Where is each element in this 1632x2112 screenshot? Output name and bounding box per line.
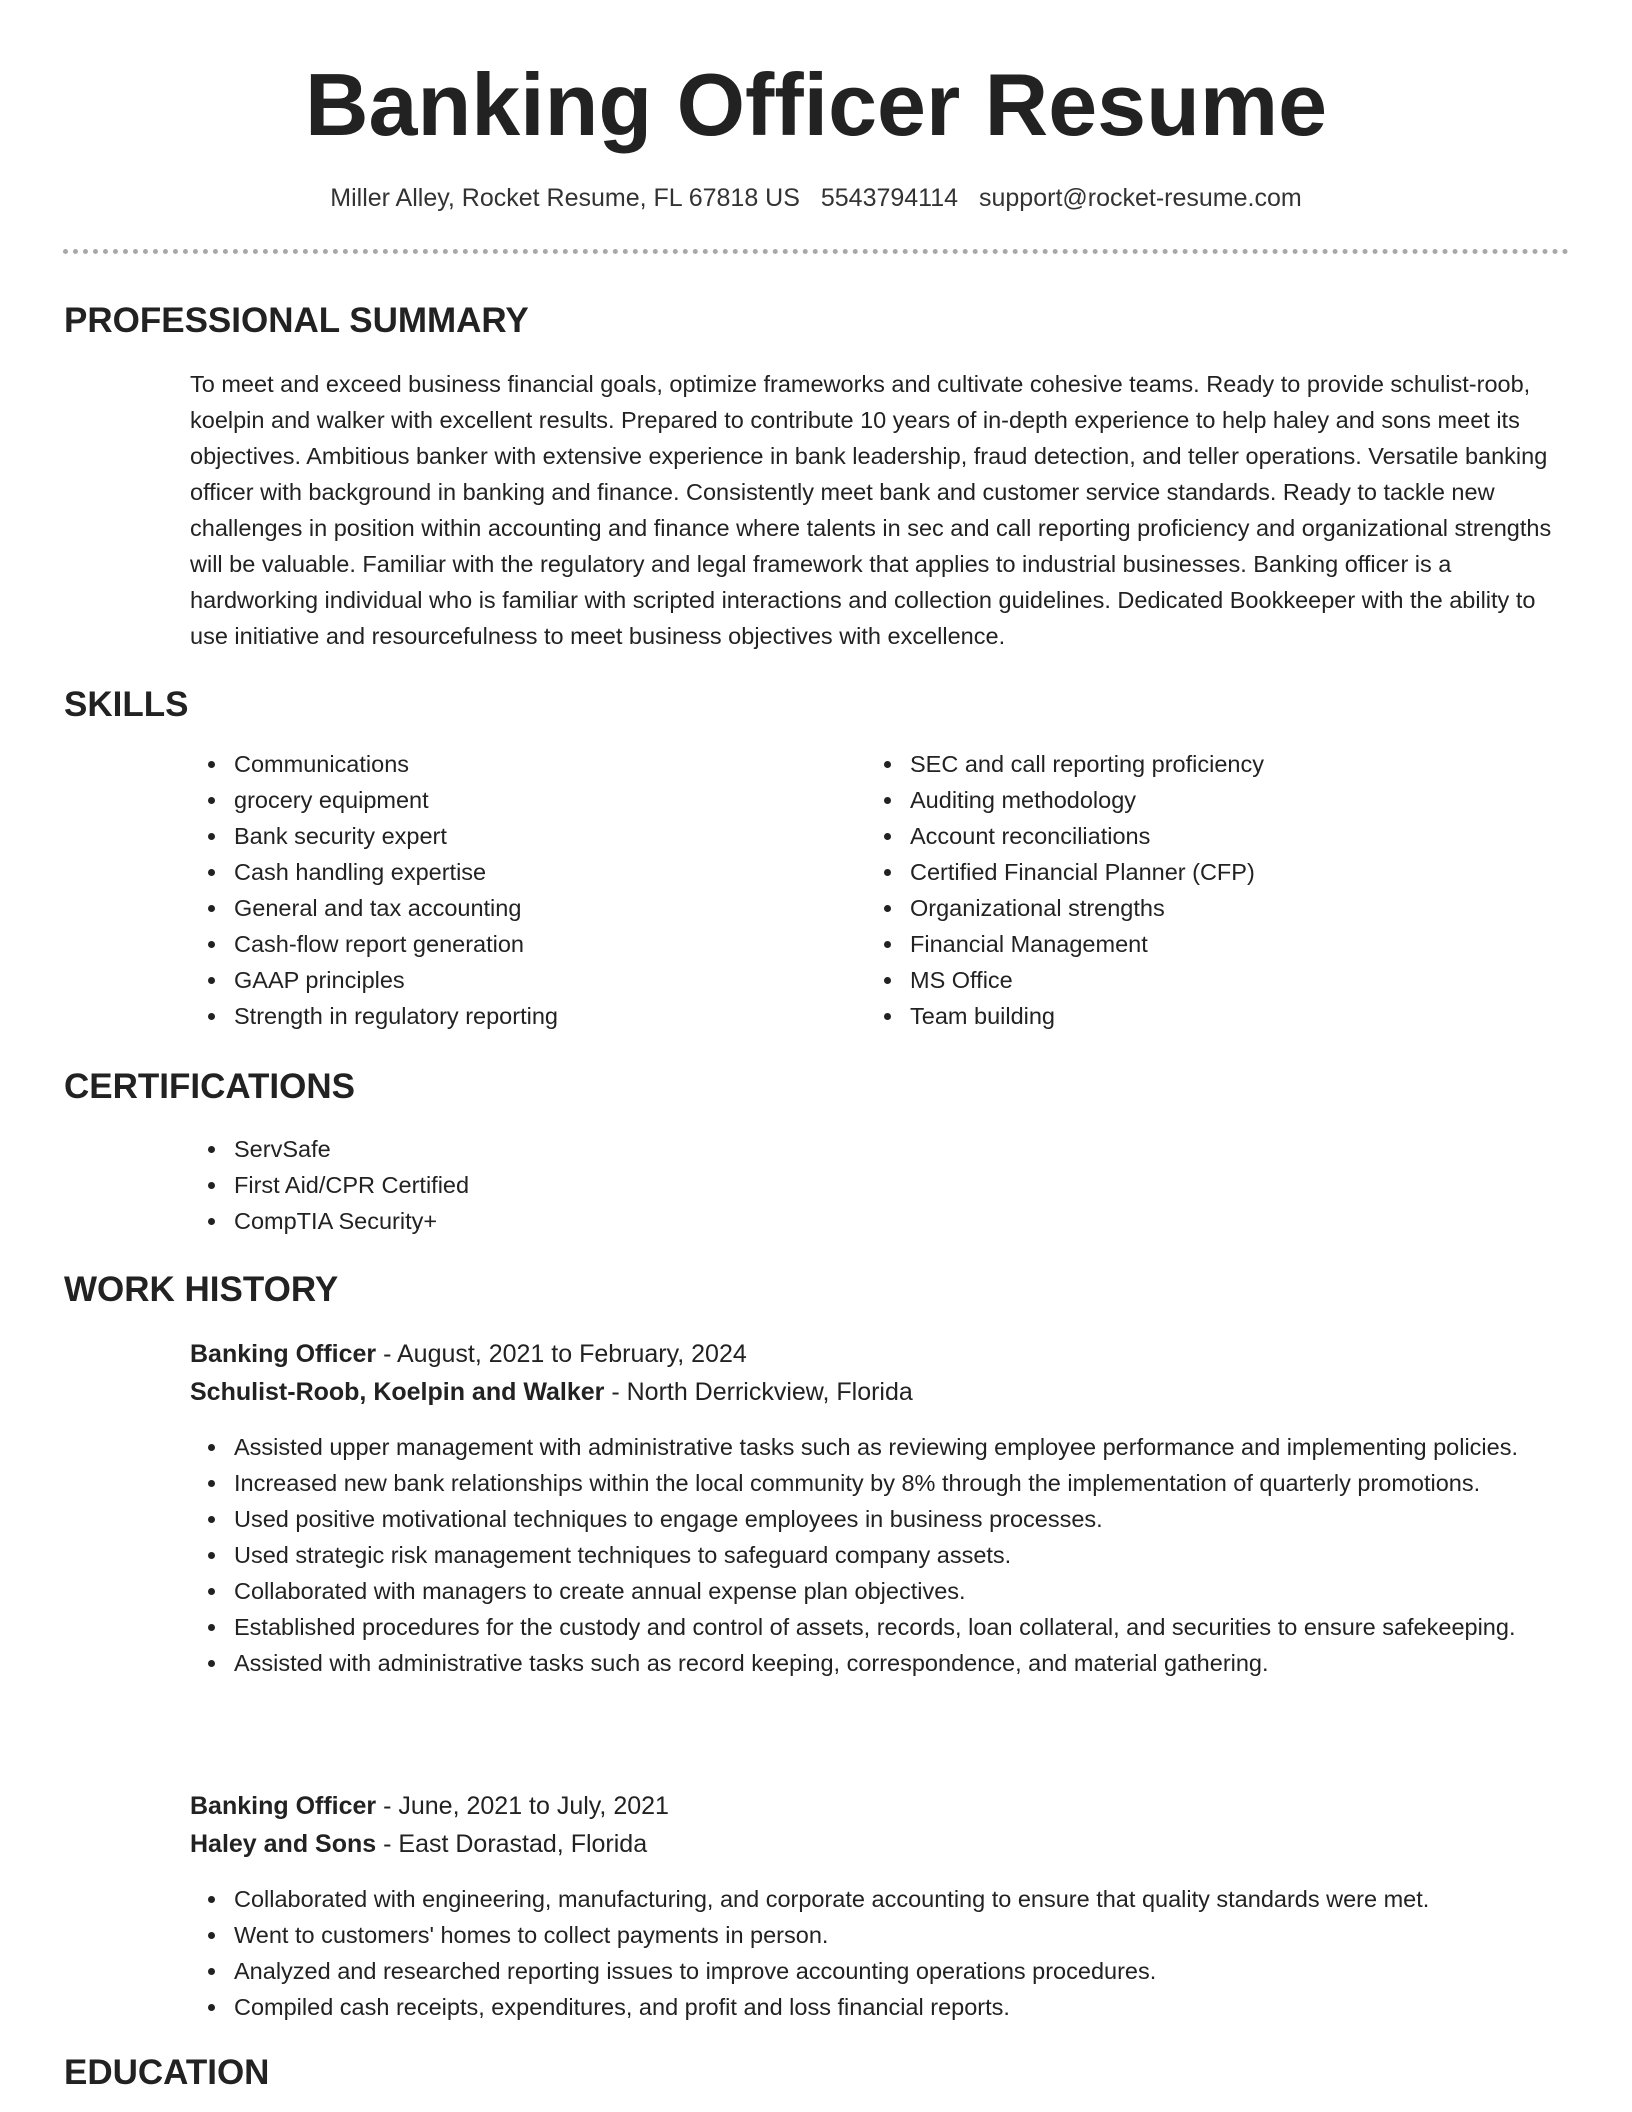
skill-item: Bank security expert xyxy=(234,818,854,854)
skill-item: Cash handling expertise xyxy=(234,854,854,890)
job-bullet: Increased new bank relationships within the local community by 8% through the implementation of quarterly promotions. xyxy=(234,1465,1614,1501)
job-company: Haley and Sons xyxy=(190,1830,377,1858)
job-bullet: Collaborated with engineering, manufacturing, and corporate accounting to ensure that quality standards were met. xyxy=(234,1881,1614,1917)
skill-item: grocery equipment xyxy=(234,782,854,818)
job-bullet: Established procedures for the custody and control of assets, records, loan collateral, and securities to ensure safekeeping. xyxy=(234,1609,1614,1645)
job-2-company-line xyxy=(190,1826,647,1862)
skill-item: General and tax accounting xyxy=(234,890,854,926)
resume-title: Banking Officer Resume xyxy=(304,55,1328,154)
contact-phone: 5543794114 xyxy=(820,184,959,212)
job-bullet: Collaborated with managers to create annual expense plan objectives. xyxy=(234,1573,1614,1609)
skill-item: SEC and call reporting proficiency xyxy=(910,746,1570,782)
contact-email: support@rocket-resume.com xyxy=(979,184,1302,212)
certifications-list xyxy=(190,1131,1034,1239)
job-bullet: Used strategic risk management techniques to safeguard company assets. xyxy=(234,1537,1614,1573)
header-divider xyxy=(63,249,1569,254)
job-2-bullets xyxy=(190,1881,1614,2025)
job-1-bullets xyxy=(190,1429,1614,1681)
job-2-title-line xyxy=(190,1788,669,1824)
skill-item: Account reconciliations xyxy=(910,818,1570,854)
job-1-company-line xyxy=(190,1374,913,1410)
work-history-heading: WORK HISTORY xyxy=(64,1270,339,1309)
summary-text: To meet and exceed business financial goals, optimize frameworks and cultivate cohesive teams. Ready to provide schulist-roob, koelpin and walker with excellent results. Prepared to contribute 10 years of in-depth experience to help haley and sons meet its objectives. Ambitious banker with extensive experience in bank leadership, fraud detection, and teller operations. Versatile banking officer with background in banking and finance. Consistently meet bank and customer service standards. Ready to tackle new challenges in position within accounting and finance where talents in sec and call reporting proficiency and organizational strengths will be valuable. Familiar with the regulatory and legal framework that applies to industrial businesses. Banking officer is a hardworking individual who is familiar with scripted interactions and collection guidelines. Dedicated Bookkeeper with the ability to use initiative and resourcefulness to meet business objectives with excellence. xyxy=(190,371,1552,649)
job-location: - North Derrickview, Florida xyxy=(604,1378,913,1406)
skill-item: MS Office xyxy=(910,962,1570,998)
certification-item: First Aid/CPR Certified xyxy=(234,1167,1034,1203)
contact-line xyxy=(0,181,1632,215)
job-location: - East Dorastad, Florida xyxy=(376,1830,648,1858)
skills-list-right xyxy=(866,746,1570,1034)
skill-item: Team building xyxy=(910,998,1570,1034)
education-heading: EDUCATION xyxy=(64,2053,270,2092)
skill-item: Organizational strengths xyxy=(910,890,1570,926)
certifications-heading: CERTIFICATIONS xyxy=(64,1067,356,1106)
skill-item: Certified Financial Planner (CFP) xyxy=(910,854,1570,890)
skill-item: Cash-flow report generation xyxy=(234,926,854,962)
job-bullet: Compiled cash receipts, expenditures, and profit and loss financial reports. xyxy=(234,1989,1614,2025)
skills-list-left xyxy=(190,746,854,1034)
job-1-title-line xyxy=(190,1336,747,1372)
job-dates: - August, 2021 to February, 2024 xyxy=(376,1340,747,1368)
skill-item: Auditing methodology xyxy=(910,782,1570,818)
job-bullet: Used positive motivational techniques to engage employees in business processes. xyxy=(234,1501,1614,1537)
skills-heading: SKILLS xyxy=(64,685,189,724)
contact-address: Miller Alley, Rocket Resume, FL 67818 US xyxy=(330,184,800,212)
job-title: Banking Officer xyxy=(190,1340,377,1368)
job-bullet: Analyzed and researched reporting issues to improve accounting operations procedures. xyxy=(234,1953,1614,1989)
job-dates: - June, 2021 to July, 2021 xyxy=(376,1792,669,1820)
skill-item: GAAP principles xyxy=(234,962,854,998)
summary-heading: PROFESSIONAL SUMMARY xyxy=(64,301,529,340)
certification-item: CompTIA Security+ xyxy=(234,1203,1034,1239)
job-bullet: Assisted with administrative tasks such as record keeping, correspondence, and material gathering. xyxy=(234,1645,1614,1681)
skill-item: Strength in regulatory reporting xyxy=(234,998,854,1034)
certification-item: ServSafe xyxy=(234,1131,1034,1167)
job-bullet: Assisted upper management with administrative tasks such as reviewing employee performance and implementing policies. xyxy=(234,1429,1614,1465)
job-bullet: Went to customers' homes to collect payments in person. xyxy=(234,1917,1614,1953)
job-title: Banking Officer xyxy=(190,1792,377,1820)
job-company: Schulist-Roob, Koelpin and Walker xyxy=(190,1378,605,1406)
skill-item: Financial Management xyxy=(910,926,1570,962)
skill-item: Communications xyxy=(234,746,854,782)
